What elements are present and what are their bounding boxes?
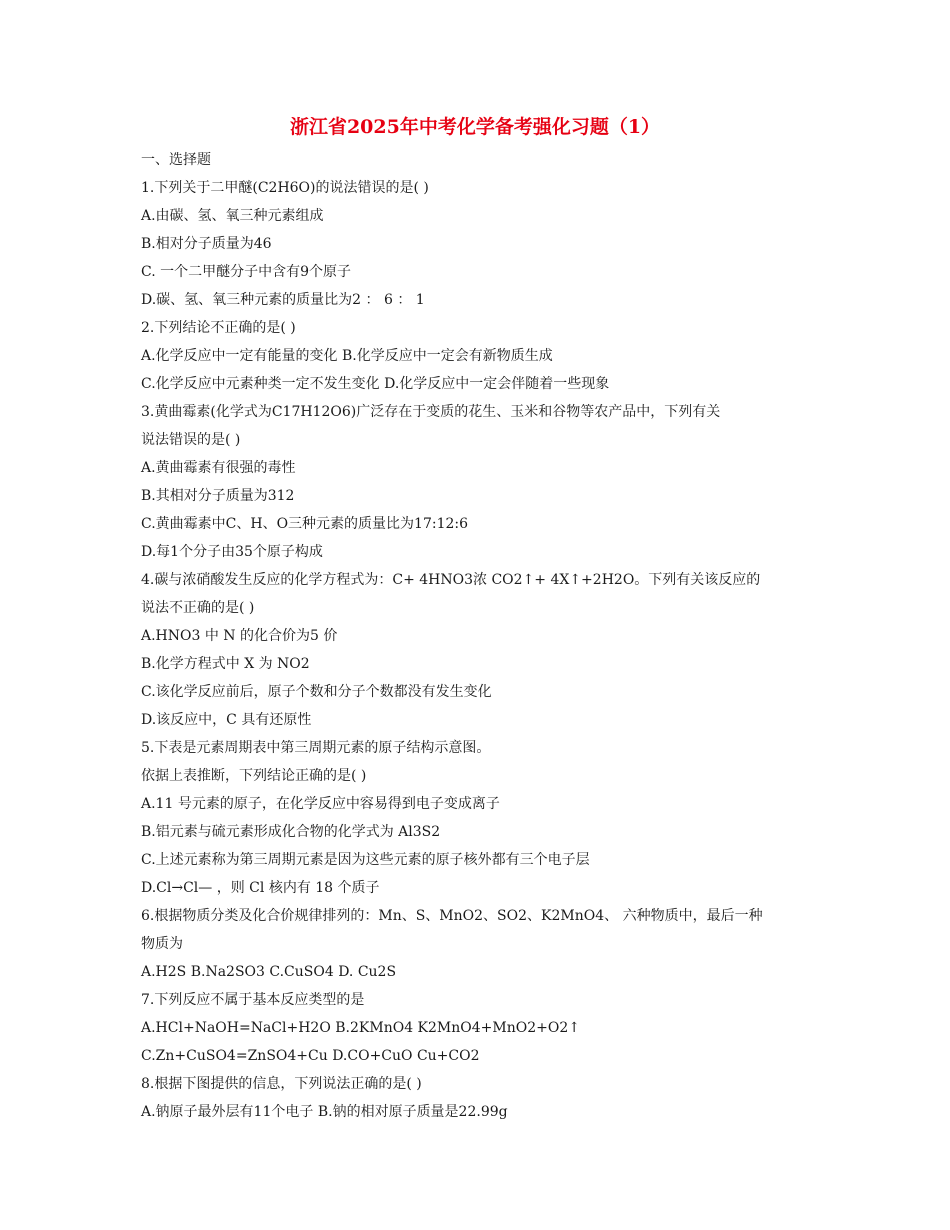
question-1-option-c: C. 一个二甲醚分子中含有9个原子 <box>141 264 352 280</box>
question-2-options-cd: C.化学反应中元素种类一定不发生变化 D.化学反应中一定会伴随着一些现象 <box>141 376 610 392</box>
question-8-options-ab: A.钠原子最外层有11个电子 B.钠的相对原子质量是22.99g <box>141 1104 508 1120</box>
question-6-continued: 物质为 <box>141 936 183 952</box>
document-body <box>141 146 821 1126</box>
question-1-option-d: D.碳、氢、氧三种元素的质量比为2 ： 6 ： 1 <box>141 292 425 308</box>
question-5-option-d: D.Cl→Cl— ，则 Cl 核内有 18 个质子 <box>141 880 380 896</box>
question-5-option-b: B.铝元素与硫元素形成化合物的化学式为 Al3S2 <box>141 824 441 840</box>
question-3-option-d: D.每1个分子由35个原子构成 <box>141 544 323 560</box>
question-6-options: A.H2S B.Na2SO3 C.CuSO4 D. Cu2S <box>141 964 397 980</box>
page-title: 浙江省2025年中考化学备考强化习题（1） <box>289 116 661 138</box>
question-8: 8.根据下图提供的信息，下列说法正确的是( ) <box>141 1076 422 1092</box>
question-7-options-cd: C.Zn+CuSO4=ZnSO4+Cu D.CO+CuO Cu+CO2 <box>141 1048 480 1064</box>
question-5-continued: 依据上表推断，下列结论正确的是( ) <box>141 768 367 784</box>
question-5-option-a: A.11 号元素的原子，在化学反应中容易得到电子变成离子 <box>141 796 500 812</box>
question-5: 5.下表是元素周期表中第三周期元素的原子结构示意图。 <box>141 740 491 756</box>
question-3-option-b: B.其相对分子质量为312 <box>141 488 295 504</box>
question-4-option-b: B.化学方程式中 X 为 NO2 <box>141 656 310 672</box>
section-heading: 一、选择题 <box>141 152 211 168</box>
question-4-option-d: D.该反应中，C 具有还原性 <box>141 712 312 728</box>
question-1-option-b: B.相对分子质量为46 <box>141 236 272 252</box>
question-1-option-a: A.由碳、氢、氧三种元素组成 <box>141 208 324 224</box>
question-3-continued: 说法错误的是( ) <box>141 432 241 448</box>
question-4-option-c: C.该化学反应前后，原子个数和分子个数都没有发生变化 <box>141 684 492 700</box>
question-7: 7.下列反应不属于基本反应类型的是 <box>141 992 365 1008</box>
question-5-option-c: C.上述元素称为第三周期元素是因为这些元素的原子核外都有三个电子层 <box>141 852 590 868</box>
question-2: 2.下列结论不正确的是( ) <box>141 320 296 336</box>
question-4: 4.碳与浓硝酸发生反应的化学方程式为：C+ 4HNO3浓 CO2↑+ 4X↑+2H2O。下列有关该反应的 <box>141 572 761 588</box>
question-4-continued: 说法不正确的是( ) <box>141 600 255 616</box>
question-7-options-ab: A.HCl+NaOH=NaCl+H2O B.2KMnO4 K2MnO4+MnO2+O2↑ <box>141 1020 580 1036</box>
question-6: 6.根据物质分类及化合价规律排列的：Mn、S、MnO2、SO2、K2MnO4、 六种物质中，最后一种 <box>141 908 763 924</box>
question-3-option-c: C.黄曲霉素中C、H、O三种元素的质量比为17:12:6 <box>141 516 469 532</box>
question-1: 1.下列关于二甲醚(C2H6O)的说法错误的是( ) <box>141 180 429 196</box>
question-4-option-a: A.HNO3 中 N 的化合价为5 价 <box>141 628 338 644</box>
question-3: 3.黄曲霉素(化学式为C17H12O6)广泛存在于变质的花生、玉米和谷物等农产品中，下列有关 <box>141 404 721 420</box>
question-2-options-ab: A.化学反应中一定有能量的变化 B.化学反应中一定会有新物质生成 <box>141 348 553 364</box>
question-3-option-a: A.黄曲霉素有很强的毒性 <box>141 460 296 476</box>
